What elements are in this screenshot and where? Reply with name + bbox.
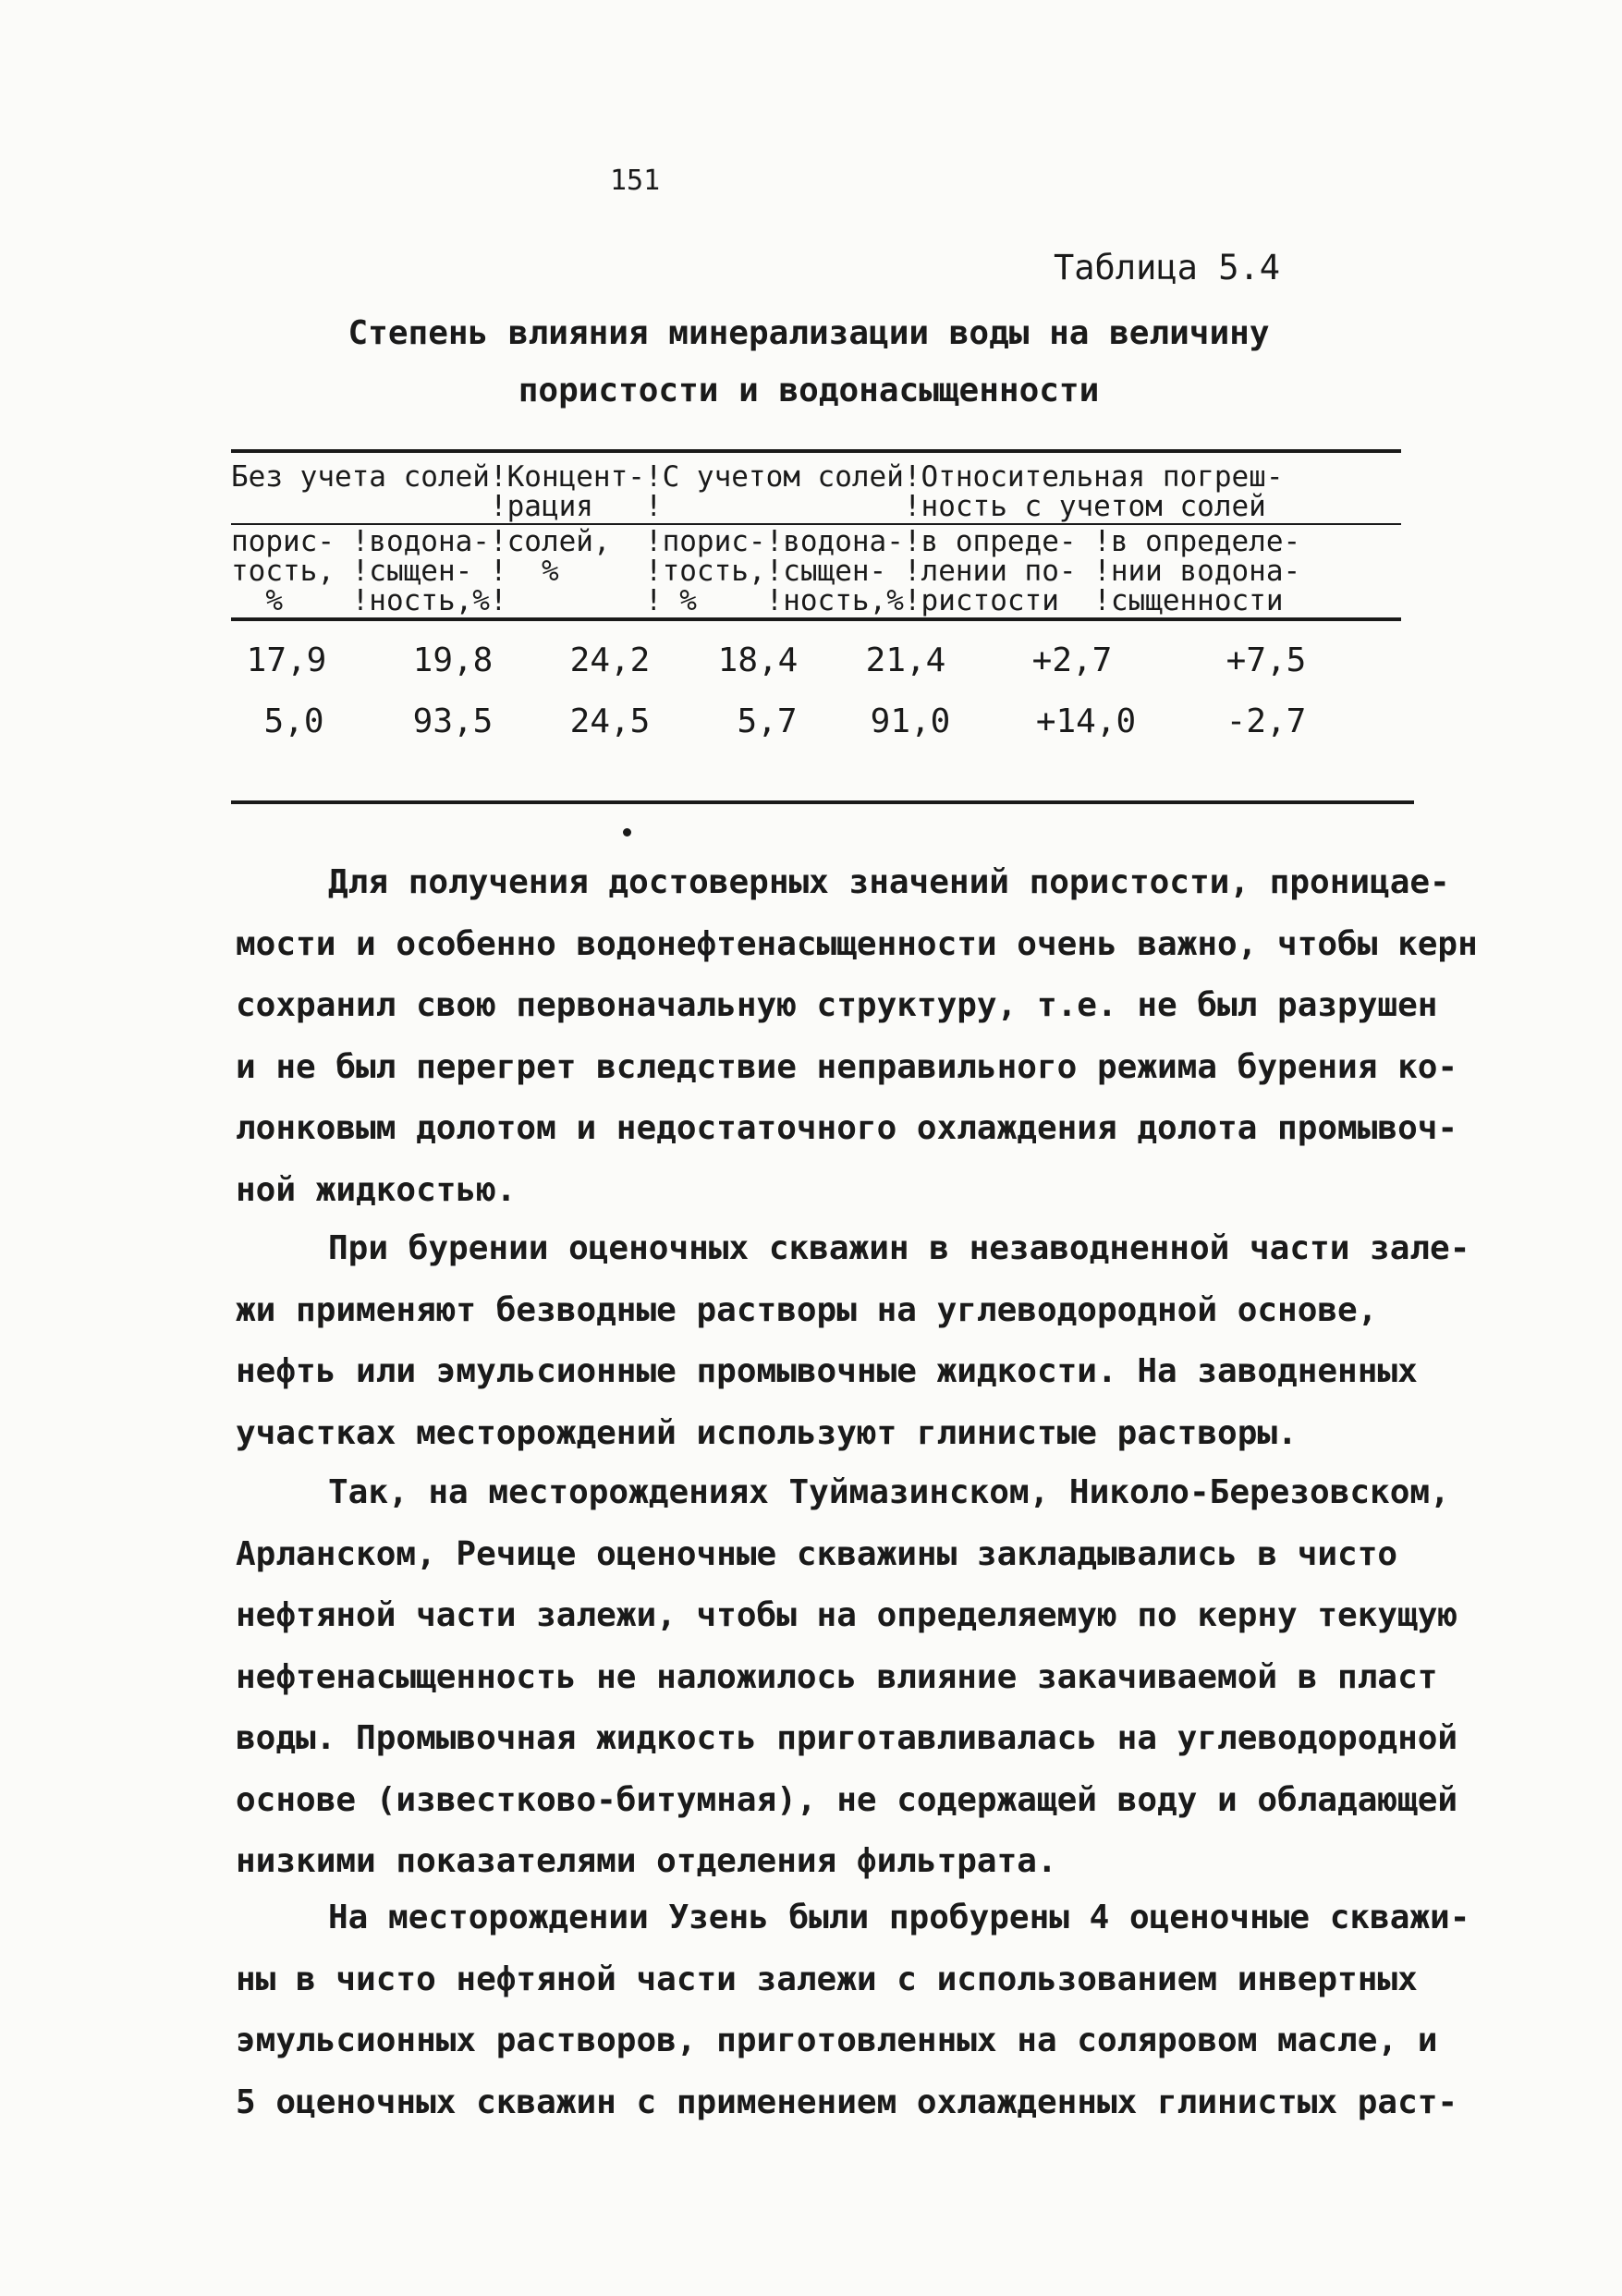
text-line: сохранил свою первоначальную структуру, т.е. не был разрушен [236,986,1438,1024]
table-cell: 5,7 [737,702,798,740]
table-cell: 19,8 [412,641,494,679]
page-number: 151 [610,165,661,197]
table-label: Таблица 5.4 [1054,248,1281,287]
table-top-rule [231,449,1401,453]
text-line: нефть или эмульсионные промывочные жидкости. На заводненных [236,1352,1418,1390]
table-header-row-5: % !ность,%! ! % !ность,%!ристости !сыщенности [231,584,1284,617]
table-header-row-4: тость, !сыщен- ! % !тость,!сыщен- !лении по- !нии водона- [231,555,1301,588]
table-header-row-3: порис- !водона-!солей, !порис-!водона-!в опреде- !в определе- [231,525,1301,558]
table-cell: 18,4 [717,641,799,679]
text-line: мости и особенно водонефтенасыщенности очень важно, чтобы керн [236,924,1478,963]
text-line: жи применяют безводные растворы на углеводородной основе, [236,1290,1378,1329]
text-line: и не был перегрет вследствие неправильного режима бурения ко- [236,1047,1458,1086]
table-title-line: Степень влияния минерализации воды на величину [348,314,1270,352]
table-header-row-2: !рация ! !ность с учетом солей [231,490,1266,523]
table-cell: +14,0 [1035,702,1137,740]
table-cell: 91,0 [870,702,951,740]
text-line: ной жидкостью. [236,1170,517,1209]
text-line: Арланском, Речице оценочные скважины закладывались в чисто [236,1534,1398,1573]
text-line: низкими показателями отделения фильтрата. [236,1842,1057,1880]
table-cell: -2,7 [1226,702,1307,740]
table-header-row-1: Без учета солей!Концент-!С учетом солей!Относительная погреш- [231,460,1284,494]
table-header-bottom-rule [231,617,1401,621]
table-cell: 93,5 [412,702,494,740]
ink-dot [623,828,631,837]
text-line: ны в чисто нефтяной части залежи с использованием инвертных [236,1960,1418,1998]
text-line: Так, на месторождениях Туймазинском, Николо-Березовском, [328,1473,1450,1511]
text-line: нефтенасыщенность не наложилось влияние закачиваемой в пласт [236,1657,1438,1696]
table-cell: 21,4 [865,641,946,679]
text-line: При бурении оценочных скважин в незаводненной части зале- [328,1229,1470,1267]
text-line: эмульсионных растворов, приготовленных на соляровом масле, и [236,2021,1438,2059]
table-cell: 17,9 [246,641,327,679]
paragraph [236,1462,1458,1893]
text-line: нефтяной части залежи, чтобы на определяемую по керну текущую [236,1596,1458,1634]
text-line: 5 оценочных скважин с применением охлажденных глинистых раст- [236,2082,1458,2121]
table-title [231,305,1386,420]
table-cell: 24,5 [569,702,651,740]
table-cell: 5,0 [263,702,324,740]
paragraph [236,1218,1470,1464]
text-line: основе (известково-битумная), не содержащей воду и обладающей [236,1780,1458,1819]
text-line: участках месторождений используют глинистые растворы. [236,1413,1298,1452]
text-line: лонковым долотом и недостаточного охлаждения долота промывоч- [236,1109,1458,1147]
paragraph [236,1887,1470,2133]
paragraph [236,852,1478,1221]
table-title-line: пористости и водонасыщенности [518,372,1100,409]
text-line: воды. Промывочная жидкость приготавливалась на углеводородной [236,1719,1458,1757]
table-bottom-rule [231,800,1414,804]
text-line: Для получения достоверных значений пористости, проницае- [328,863,1450,901]
text-line: На месторождении Узень были пробурены 4 оценочные скважи- [328,1899,1470,1936]
table-cell: +7,5 [1226,641,1307,679]
table-cell: +2,7 [1031,641,1113,679]
table-cell: 24,2 [569,641,651,679]
